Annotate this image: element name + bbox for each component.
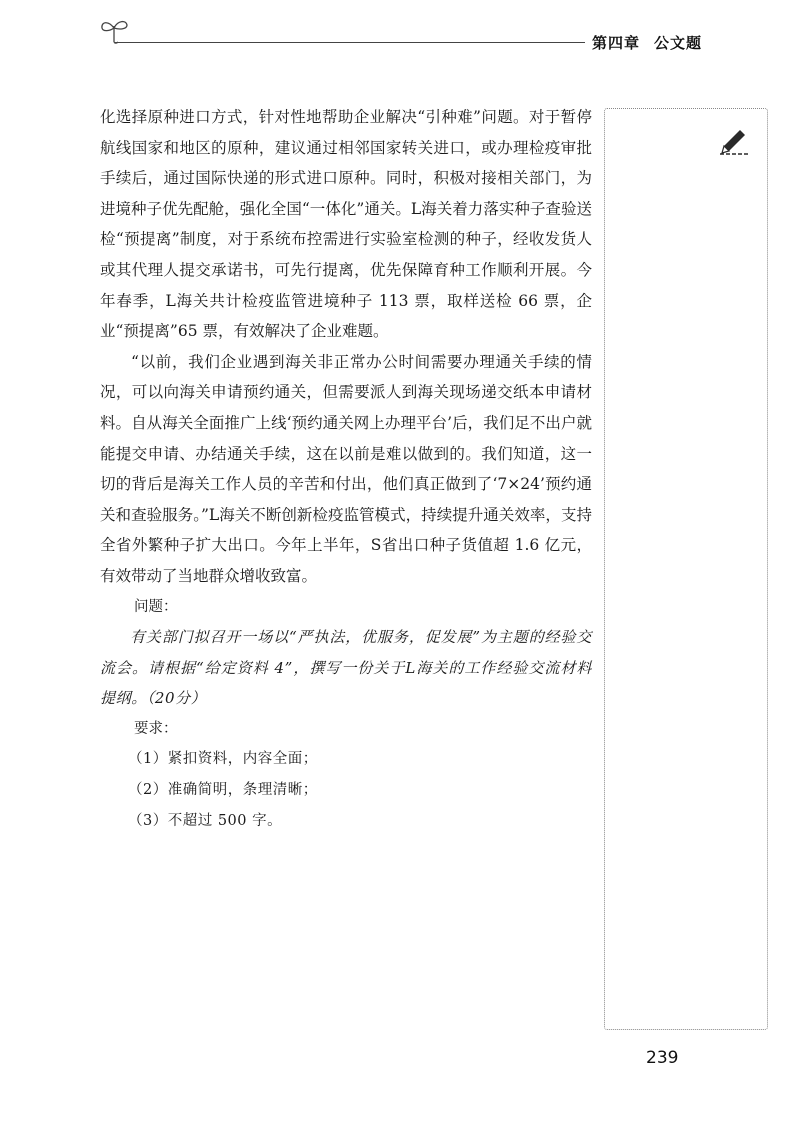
pencil-icon <box>716 126 750 156</box>
requirements-label: 要求： <box>134 720 178 737</box>
chapter-title <box>592 32 702 53</box>
article-body <box>100 102 592 836</box>
notes-margin-box <box>604 108 768 1030</box>
question-text: 有关部门拟召开一场以“严执法，优服务，促发展”为主题的经验交流会。请根据“给定资料 4”，撰写一份关于L海关的工作经验交流材料提纲。（20分） <box>100 628 592 708</box>
requirement-item: （2）准确简明，条理清晰； <box>128 782 318 799</box>
page-number: 239 <box>646 1048 679 1068</box>
header-rule <box>115 42 585 43</box>
requirement-item: （1）紧扣资料，内容全面； <box>128 751 318 768</box>
paragraph: 化选择原种进口方式，针对性地帮助企业解决“引种难”问题。对于暂停航线国家和地区的原种，建议通过相邻国家转关进口，或办理检疫审批手续后，通过国际快递的形式进口原种。同时，积极对接相关部门，为进境种子优先配舱，强化全国“一体化”通关。L海关着力落实种子查验送检“预提离”制度，对于系统布控需进行实验室检测的种子，经收发货人或其代理人提交承诺书，可先行提离，优先保障育种工作顺利开展。今年春季，L海关共计检疫监管进境种子 113 票，取样送检 66 票，企业“预提离”65 票，有效解决了企业难题。 <box>100 108 592 341</box>
question-label: 问题： <box>134 598 178 615</box>
section-label: 公文题 <box>654 34 703 52</box>
paragraph: “以前，我们企业遇到海关非正常办公时间需要办理通关手续的情况，可以向海关申请预约通关，但需要派人到海关现场递交纸本申请材料。自从海关全面推广上线‘预约通关网上办理平台’后，我们足不出户就能提交申请、办结通关手续，这在以前是难以做到的。我们知道，这一切的背后是海关工作人员的辛苦和付出，他们真正做到了‘7×24’预约通关和查验服务。”L海关不断创新检疫监管模式，持续提升通关效率，支持全省外繁种子扩大出口。今年上半年，S省出口种子货值超 1.6 亿元，有效带动了当地群众增收致富。 <box>100 352 592 585</box>
chapter-label: 第四章 <box>592 34 641 52</box>
requirement-item: （3）不超过 500 字。 <box>128 812 283 829</box>
